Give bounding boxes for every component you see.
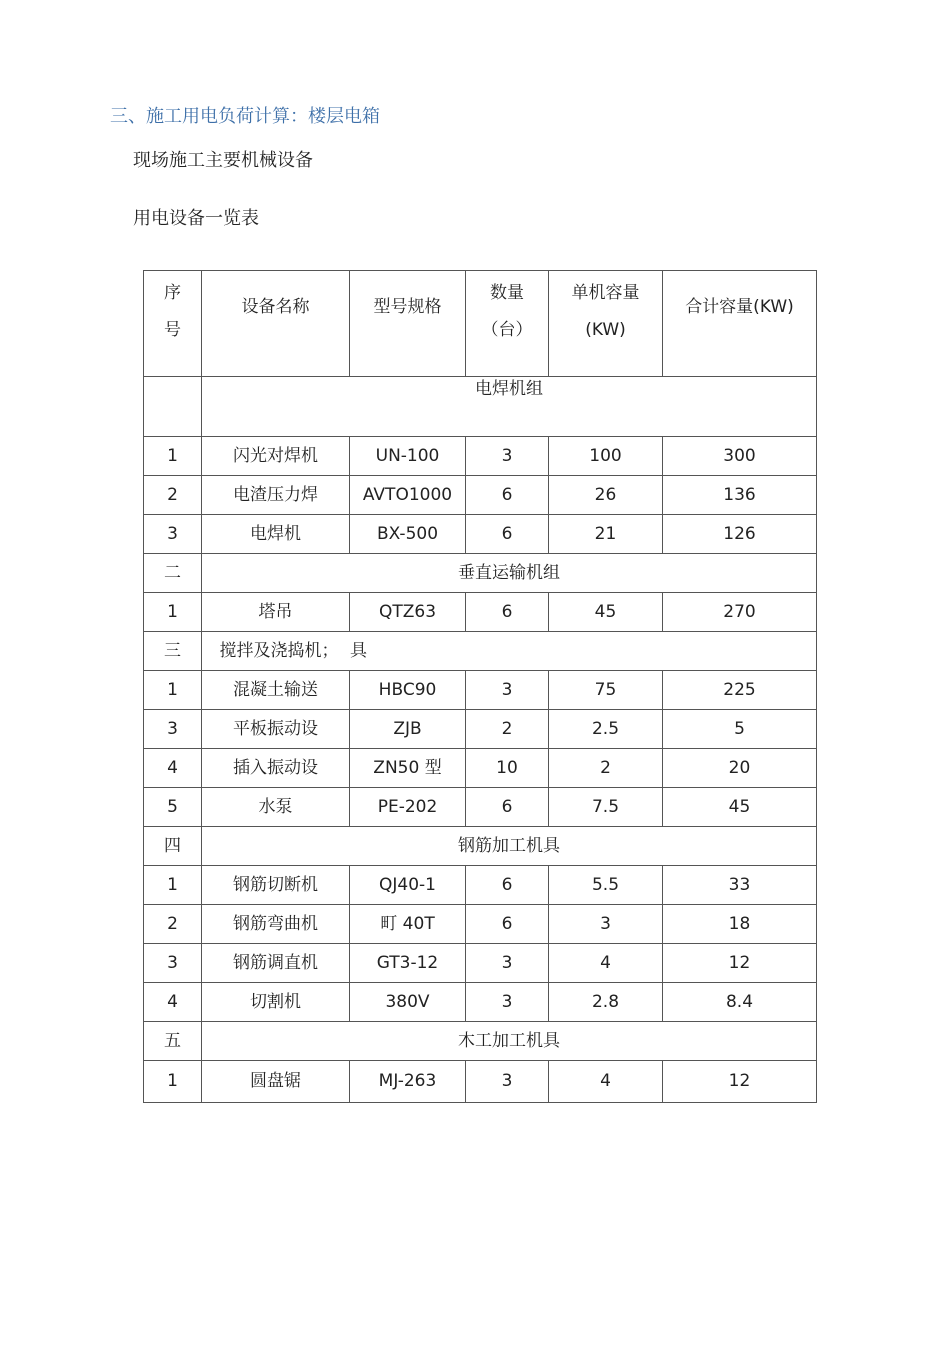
cell-qty: 3: [466, 437, 549, 476]
table-row: [144, 1061, 817, 1103]
cell-unit: 2.8: [549, 983, 663, 1022]
group-name-extra: 具: [350, 640, 367, 661]
cell-qty: 6: [466, 905, 549, 944]
cell-unit: 100: [549, 437, 663, 476]
group-no: 五: [144, 1022, 202, 1061]
table-row: [144, 983, 817, 1022]
header-name: [202, 271, 350, 377]
cell-no: 1: [144, 671, 202, 710]
cell-name: 水泵: [202, 788, 350, 827]
cell-unit: 4: [549, 1061, 663, 1103]
cell-name: 圆盘锯: [202, 1061, 350, 1103]
equipment-table: [143, 270, 817, 1103]
table-caption: 用电设备一览表: [133, 208, 259, 229]
header-total: [663, 271, 817, 377]
table-row: [144, 671, 817, 710]
group-row: [144, 632, 817, 671]
cell-model: QTZ63: [350, 593, 466, 632]
header-no-line2: 号: [164, 320, 181, 340]
cell-name: 切割机: [202, 983, 350, 1022]
group-name: 搅拌及浇捣机；: [219, 640, 339, 661]
table-row: [144, 437, 817, 476]
table-row: [144, 593, 817, 632]
cell-model: UN-100: [350, 437, 466, 476]
cell-unit: 26: [549, 476, 663, 515]
cell-model: HBC90: [350, 671, 466, 710]
header-name-text: 设备名称: [241, 297, 310, 317]
cell-total: 20: [663, 749, 817, 788]
group-name: 垂直运输机组: [202, 554, 817, 593]
cell-no: 3: [144, 944, 202, 983]
cell-model: AVTO1000: [350, 476, 466, 515]
cell-total: 45: [663, 788, 817, 827]
group-no: 三: [144, 632, 202, 671]
cell-unit: 45: [549, 593, 663, 632]
group-name: 钢筋加工机具: [202, 827, 817, 866]
cell-unit: 5.5: [549, 866, 663, 905]
header-total-text: 合计容量(KW): [685, 297, 794, 317]
cell-model: ZN50 型: [350, 749, 466, 788]
cell-total: 136: [663, 476, 817, 515]
cell-model: BX-500: [350, 515, 466, 554]
cell-name: 电焊机: [202, 515, 350, 554]
cell-total: 270: [663, 593, 817, 632]
table-row: [144, 476, 817, 515]
table-row: [144, 905, 817, 944]
cell-name: 插入振动设: [202, 749, 350, 788]
cell-unit: 2.5: [549, 710, 663, 749]
header-unit-line1: 单机容量: [571, 283, 640, 303]
group-name: 木工加工机具: [202, 1022, 817, 1061]
group-no: 四: [144, 827, 202, 866]
cell-total: 225: [663, 671, 817, 710]
cell-total: 12: [663, 944, 817, 983]
cell-total: 12: [663, 1061, 817, 1103]
cell-no: 2: [144, 905, 202, 944]
cell-no: 3: [144, 515, 202, 554]
group-row: [144, 554, 817, 593]
cell-name: 塔吊: [202, 593, 350, 632]
table-row: [144, 866, 817, 905]
header-model-text: 型号规格: [373, 297, 442, 317]
section-heading: 三、施工用电负荷计算：楼层电箱: [110, 106, 380, 127]
cell-qty: 3: [466, 944, 549, 983]
cell-qty: 6: [466, 593, 549, 632]
header-qty: [466, 271, 549, 377]
header-unit: [549, 271, 663, 377]
cell-no: 4: [144, 749, 202, 788]
cell-name: 平板振动设: [202, 710, 350, 749]
cell-no: 5: [144, 788, 202, 827]
cell-name: 钢筋弯曲机: [202, 905, 350, 944]
cell-total: 18: [663, 905, 817, 944]
cell-qty: 10: [466, 749, 549, 788]
cell-no: 4: [144, 983, 202, 1022]
cell-name: 钢筋切断机: [202, 866, 350, 905]
header-no-line1: 序: [164, 283, 181, 303]
table-row: [144, 515, 817, 554]
cell-total: 126: [663, 515, 817, 554]
header-no: [144, 271, 202, 377]
cell-name: 闪光对焊机: [202, 437, 350, 476]
cell-qty: 3: [466, 671, 549, 710]
header-qty-line2: （台）: [481, 320, 533, 340]
group-name-cell: [202, 632, 817, 671]
table-row: [144, 788, 817, 827]
intro-paragraph: 现场施工主要机械设备: [133, 150, 313, 171]
cell-unit: 75: [549, 671, 663, 710]
cell-unit: 21: [549, 515, 663, 554]
header-model: [350, 271, 466, 377]
group-no: [144, 377, 202, 437]
cell-name: 电渣压力焊: [202, 476, 350, 515]
header-qty-line1: 数量: [490, 283, 524, 303]
cell-model: 町 40T: [350, 905, 466, 944]
cell-no: 3: [144, 710, 202, 749]
cell-unit: 3: [549, 905, 663, 944]
cell-unit: 7.5: [549, 788, 663, 827]
cell-unit: 2: [549, 749, 663, 788]
cell-no: 1: [144, 1061, 202, 1103]
cell-total: 5: [663, 710, 817, 749]
cell-no: 2: [144, 476, 202, 515]
cell-qty: 6: [466, 788, 549, 827]
cell-no: 1: [144, 437, 202, 476]
group-row: [144, 827, 817, 866]
cell-qty: 6: [466, 866, 549, 905]
cell-name: 钢筋调直机: [202, 944, 350, 983]
cell-model: PE-202: [350, 788, 466, 827]
table-header-row: [144, 271, 817, 377]
cell-qty: 3: [466, 983, 549, 1022]
cell-qty: 2: [466, 710, 549, 749]
cell-model: GT3-12: [350, 944, 466, 983]
cell-model: QJ40-1: [350, 866, 466, 905]
cell-model: 380V: [350, 983, 466, 1022]
cell-qty: 6: [466, 476, 549, 515]
cell-qty: 3: [466, 1061, 549, 1103]
cell-total: 8.4: [663, 983, 817, 1022]
cell-qty: 6: [466, 515, 549, 554]
cell-model: MJ-263: [350, 1061, 466, 1103]
table-row: [144, 749, 817, 788]
group-name: 电焊机组: [202, 377, 817, 437]
table-row: [144, 710, 817, 749]
cell-model: ZJB: [350, 710, 466, 749]
cell-name: 混凝土输送: [202, 671, 350, 710]
header-unit-line2: (KW): [585, 320, 626, 340]
cell-total: 33: [663, 866, 817, 905]
group-row: [144, 377, 817, 437]
cell-unit: 4: [549, 944, 663, 983]
group-row: [144, 1022, 817, 1061]
cell-no: 1: [144, 593, 202, 632]
cell-no: 1: [144, 866, 202, 905]
table-row: [144, 944, 817, 983]
cell-total: 300: [663, 437, 817, 476]
group-no: 二: [144, 554, 202, 593]
